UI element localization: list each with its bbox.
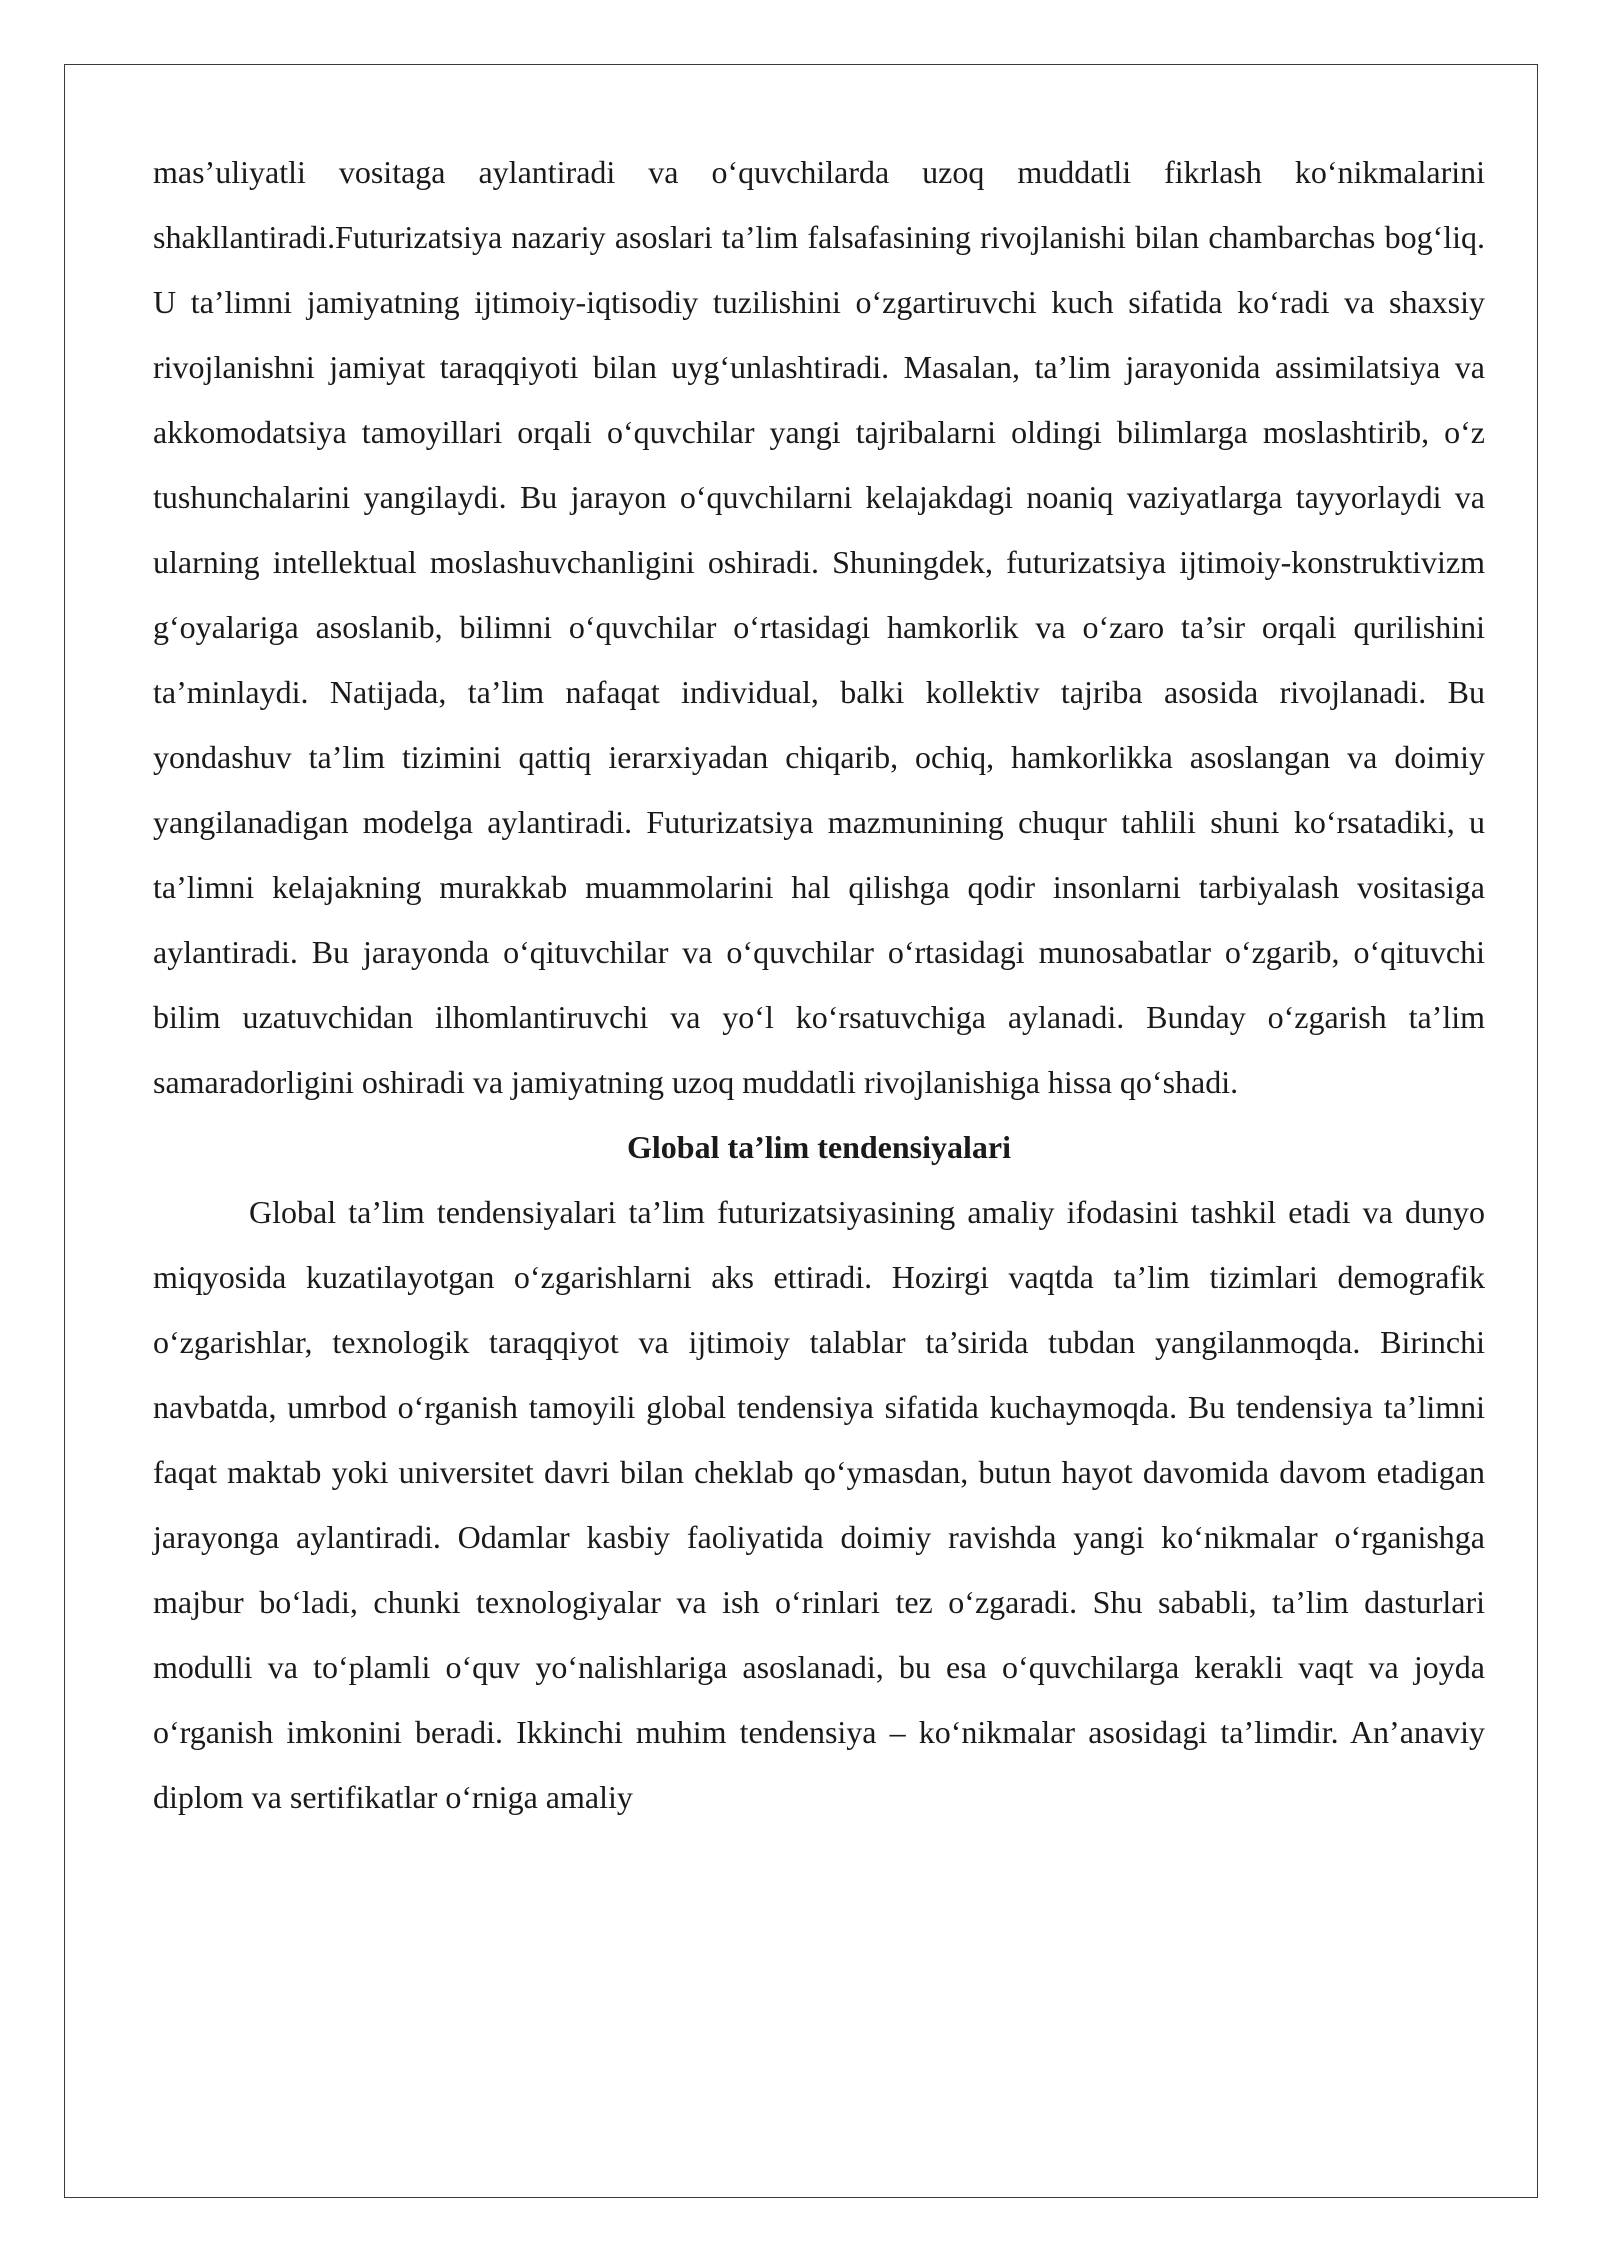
section-heading: Global ta’lim tendensiyalari	[627, 1129, 1011, 1165]
document-body	[153, 140, 1485, 1830]
body-paragraph: Global ta’lim tendensiyalari ta’lim futurizatsiyasining amaliy ifodasini tashkil etadi va dunyo miqyosida kuzatilayotgan o‘zgarishlarni aks ettiradi. Hozirgi vaqtda ta’lim tizimlari demografik o‘zgarishlar, texnologik taraqqiyot va ijtimoiy talablar ta’sirida tubdan yangilanmoqda. Birinchi navbatda, umrbod o‘rganish tamoyili global tendensiya sifatida kuchaymoqda. Bu tendensiya ta’limni faqat maktab yoki universitet davri bilan cheklab qo‘ymasdan, butun hayot davomida davom etadigan jarayonga aylantiradi. Odamlar kasbiy faoliyatida doimiy ravishda yangi ko‘nikmalar o‘rganishga majbur bo‘ladi, chunki texnologiyalar va ish o‘rinlari tez o‘zgaradi. Shu sababli, ta’lim dasturlari modulli va to‘plamli o‘quv yo‘nalishlariga asoslanadi, bu esa o‘quvchilarga kerakli vaqt va joyda o‘rganish imkonini beradi. Ikkinchi muhim tendensiya – ko‘nikmalar asosidagi ta’limdir. An’anaviy diplom va sertifikatlar o‘rniga amaliy	[153, 1194, 1485, 1815]
body-paragraph-continued: mas’uliyatli vositaga aylantiradi va o‘quvchilarda uzoq muddatli fikrlash ko‘nikmalarini shakllantiradi.Futurizatsiya nazariy asoslari ta’lim falsafasining rivojlanishi bilan chambarchas bog‘liq. U ta’limni jamiyatning ijtimoiy-iqtisodiy tuzilishini o‘zgartiruvchi kuch sifatida ko‘radi va shaxsiy rivojlanishni jamiyat taraqqiyoti bilan uyg‘unlashtiradi. Masalan, ta’lim jarayonida assimilatsiya va akkomodatsiya tamoyillari orqali o‘quvchilar yangi tajribalarni oldingi bilimlarga moslashtirib, o‘z tushunchalarini yangilaydi. Bu jarayon o‘quvchilarni kelajakdagi noaniq vaziyatlarga tayyorlaydi va ularning intellektual moslashuvchanligini oshiradi. Shuningdek, futurizatsiya ijtimoiy-konstruktivizm g‘oyalariga asoslanib, bilimni o‘quvchilar o‘rtasidagi hamkorlik va o‘zaro ta’sir orqali qurilishini ta’minlaydi. Natijada, ta’lim nafaqat individual, balki kollektiv tajriba asosida rivojlanadi. Bu yondashuv ta’lim tizimini qattiq ierarxiyadan chiqarib, ochiq, hamkorlikka asoslangan va doimiy yangilanadigan modelga aylantiradi. Futurizatsiya mazmunining chuqur tahlili shuni ko‘rsatadiki, u ta’limni kelajakning murakkab muammolarini hal qilishga qodir insonlarni tarbiyalash vositasiga aylantiradi. Bu jarayonda o‘qituvchilar va o‘quvchilar o‘rtasidagi munosabatlar o‘zgarib, o‘qituvchi bilim uzatuvchidan ilhomlantiruvchi va yo‘l ko‘rsatuvchiga aylanadi. Bunday o‘zgarish ta’lim samaradorligini oshiradi va jamiyatning uzoq muddatli rivojlanishiga hissa qo‘shadi.	[153, 154, 1485, 1100]
